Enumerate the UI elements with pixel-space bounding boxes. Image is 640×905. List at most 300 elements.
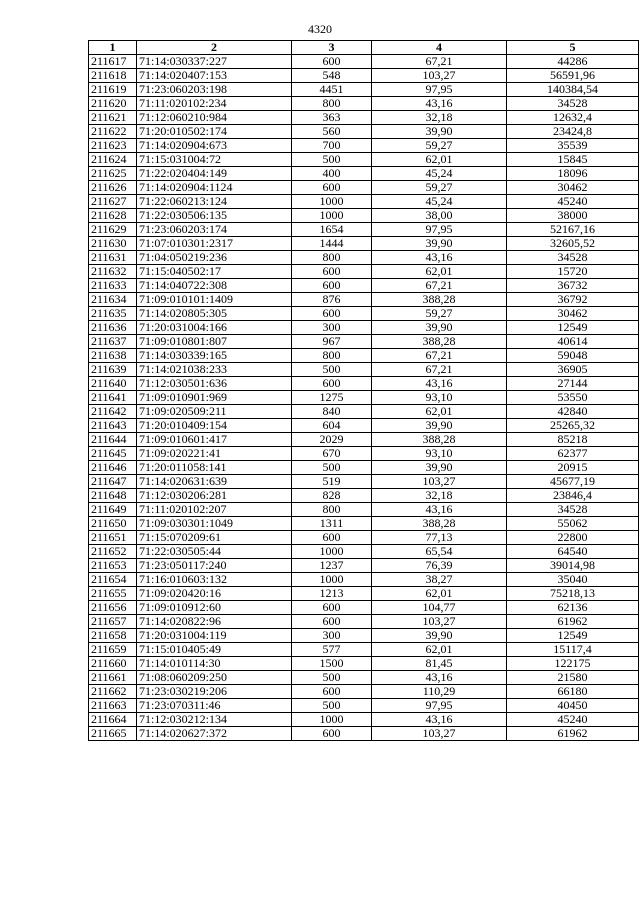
table-row (89, 223, 639, 237)
cell-number: 211624 (89, 153, 137, 167)
cell-area: 1000 (292, 209, 372, 223)
cell-rate: 43,16 (372, 713, 507, 727)
cell-rate: 59,27 (372, 181, 507, 195)
cell-rate: 39,90 (372, 237, 507, 251)
cell-value: 62136 (507, 601, 639, 615)
cell-number: 211646 (89, 461, 137, 475)
table-row (89, 335, 639, 349)
table-row (89, 503, 639, 517)
cell-value: 15720 (507, 265, 639, 279)
table-row (89, 531, 639, 545)
cell-cadastral-number: 71:09:030301:1049 (137, 517, 292, 531)
cell-rate: 43,16 (372, 251, 507, 265)
cell-rate: 39,90 (372, 629, 507, 643)
cell-area: 1275 (292, 391, 372, 405)
cell-cadastral-number: 71:11:020102:207 (137, 503, 292, 517)
cell-cadastral-number: 71:16:010603:132 (137, 573, 292, 587)
cell-area: 1213 (292, 587, 372, 601)
cell-cadastral-number: 71:12:030501:636 (137, 377, 292, 391)
cell-value: 35040 (507, 573, 639, 587)
cell-rate: 93,10 (372, 391, 507, 405)
cell-number: 211655 (89, 587, 137, 601)
cell-cadastral-number: 71:14:010114:30 (137, 657, 292, 671)
cell-rate: 62,01 (372, 265, 507, 279)
page-number: 4320 (308, 22, 332, 36)
cell-number: 211628 (89, 209, 137, 223)
table-row (89, 139, 639, 153)
cell-area: 500 (292, 363, 372, 377)
cell-cadastral-number: 71:09:010101:1409 (137, 293, 292, 307)
cell-area: 500 (292, 153, 372, 167)
table-row (89, 279, 639, 293)
table-header (89, 41, 639, 55)
cell-cadastral-number: 71:22:020404:149 (137, 167, 292, 181)
cell-rate: 45,24 (372, 167, 507, 181)
cell-value: 45240 (507, 713, 639, 727)
cell-number: 211663 (89, 699, 137, 713)
table-row (89, 517, 639, 531)
cell-value: 21580 (507, 671, 639, 685)
table-row (89, 643, 639, 657)
cell-value: 122175 (507, 657, 639, 671)
column-header-5: 5 (507, 41, 639, 55)
cell-cadastral-number: 71:22:060213:124 (137, 195, 292, 209)
cell-rate: 67,21 (372, 363, 507, 377)
cell-number: 211631 (89, 251, 137, 265)
cell-number: 211657 (89, 615, 137, 629)
cell-area: 600 (292, 377, 372, 391)
cell-value: 36732 (507, 279, 639, 293)
cell-value: 30462 (507, 307, 639, 321)
cell-area: 600 (292, 265, 372, 279)
cell-rate: 103,27 (372, 69, 507, 83)
column-header-2: 2 (137, 41, 292, 55)
cell-rate: 388,28 (372, 335, 507, 349)
cell-area: 1000 (292, 545, 372, 559)
header-row (89, 41, 639, 55)
cell-number: 211636 (89, 321, 137, 335)
cell-area: 876 (292, 293, 372, 307)
cell-number: 211637 (89, 335, 137, 349)
cell-value: 44286 (507, 55, 639, 69)
cell-area: 800 (292, 251, 372, 265)
cell-area: 1444 (292, 237, 372, 251)
table-row (89, 713, 639, 727)
cell-area: 400 (292, 167, 372, 181)
cell-cadastral-number: 71:09:010912:60 (137, 601, 292, 615)
cell-value: 53550 (507, 391, 639, 405)
cell-area: 604 (292, 419, 372, 433)
table-row (89, 293, 639, 307)
cell-rate: 39,90 (372, 321, 507, 335)
table-row (89, 209, 639, 223)
table-row (89, 195, 639, 209)
cell-cadastral-number: 71:20:010502:174 (137, 125, 292, 139)
cell-area: 600 (292, 615, 372, 629)
cell-rate: 93,10 (372, 447, 507, 461)
table-row (89, 111, 639, 125)
cell-cadastral-number: 71:22:030505:44 (137, 545, 292, 559)
table-row (89, 615, 639, 629)
cell-rate: 62,01 (372, 587, 507, 601)
cell-cadastral-number: 71:12:060210:984 (137, 111, 292, 125)
cell-value: 140384,54 (507, 83, 639, 97)
cell-area: 548 (292, 69, 372, 83)
cell-value: 45240 (507, 195, 639, 209)
cell-area: 800 (292, 349, 372, 363)
table-row (89, 405, 639, 419)
table-row (89, 97, 639, 111)
cell-rate: 38,00 (372, 209, 507, 223)
cell-area: 828 (292, 489, 372, 503)
cell-area: 700 (292, 139, 372, 153)
cell-cadastral-number: 71:09:020420:16 (137, 587, 292, 601)
cell-area: 1654 (292, 223, 372, 237)
cell-value: 12549 (507, 629, 639, 643)
cell-number: 211640 (89, 377, 137, 391)
cell-cadastral-number: 71:14:020904:1124 (137, 181, 292, 195)
cell-rate: 38,27 (372, 573, 507, 587)
table-row (89, 83, 639, 97)
cell-area: 500 (292, 461, 372, 475)
cell-number: 211638 (89, 349, 137, 363)
cell-rate: 97,95 (372, 699, 507, 713)
table-row (89, 573, 639, 587)
cell-value: 61962 (507, 727, 639, 741)
cell-rate: 43,16 (372, 377, 507, 391)
cell-area: 800 (292, 97, 372, 111)
cell-number: 211649 (89, 503, 137, 517)
cell-cadastral-number: 71:14:020627:372 (137, 727, 292, 741)
cell-value: 75218,13 (507, 587, 639, 601)
cell-area: 600 (292, 279, 372, 293)
cell-area: 670 (292, 447, 372, 461)
table-row (89, 629, 639, 643)
cell-cadastral-number: 71:23:070311:46 (137, 699, 292, 713)
cell-value: 35539 (507, 139, 639, 153)
cell-rate: 32,18 (372, 111, 507, 125)
table-row (89, 321, 639, 335)
table-row (89, 657, 639, 671)
cell-cadastral-number: 71:14:020631:639 (137, 475, 292, 489)
column-header-4: 4 (372, 41, 507, 55)
cell-number: 211641 (89, 391, 137, 405)
cell-rate: 388,28 (372, 517, 507, 531)
cell-number: 211625 (89, 167, 137, 181)
table-row (89, 251, 639, 265)
cell-rate: 43,16 (372, 503, 507, 517)
cell-value: 39014,98 (507, 559, 639, 573)
cell-number: 211632 (89, 265, 137, 279)
table-row (89, 475, 639, 489)
cell-rate: 39,90 (372, 419, 507, 433)
cell-area: 600 (292, 55, 372, 69)
cell-value: 40450 (507, 699, 639, 713)
cell-area: 2029 (292, 433, 372, 447)
cell-value: 22800 (507, 531, 639, 545)
cell-number: 211626 (89, 181, 137, 195)
table-row (89, 671, 639, 685)
table-row (89, 167, 639, 181)
cell-value: 36905 (507, 363, 639, 377)
cell-cadastral-number: 71:09:010801:807 (137, 335, 292, 349)
cell-area: 600 (292, 307, 372, 321)
cell-rate: 43,16 (372, 97, 507, 111)
cell-number: 211645 (89, 447, 137, 461)
cell-area: 1000 (292, 195, 372, 209)
table-row (89, 153, 639, 167)
cell-rate: 103,27 (372, 615, 507, 629)
cell-value: 15117,4 (507, 643, 639, 657)
cell-rate: 103,27 (372, 475, 507, 489)
cell-number: 211618 (89, 69, 137, 83)
cell-number: 211658 (89, 629, 137, 643)
cell-area: 600 (292, 601, 372, 615)
cell-rate: 39,90 (372, 125, 507, 139)
cell-rate: 67,21 (372, 55, 507, 69)
table-row (89, 601, 639, 615)
cell-rate: 110,29 (372, 685, 507, 699)
cell-value: 12632,4 (507, 111, 639, 125)
cell-cadastral-number: 71:14:020805:305 (137, 307, 292, 321)
cell-number: 211660 (89, 657, 137, 671)
cell-cadastral-number: 71:12:030206:281 (137, 489, 292, 503)
table-row (89, 685, 639, 699)
cell-cadastral-number: 71:20:031004:119 (137, 629, 292, 643)
cell-rate: 65,54 (372, 545, 507, 559)
cell-number: 211644 (89, 433, 137, 447)
cell-cadastral-number: 71:14:030337:227 (137, 55, 292, 69)
cell-number: 211643 (89, 419, 137, 433)
cell-number: 211654 (89, 573, 137, 587)
cell-area: 560 (292, 125, 372, 139)
cell-number: 211634 (89, 293, 137, 307)
cell-number: 211622 (89, 125, 137, 139)
cell-rate: 76,39 (372, 559, 507, 573)
cell-value: 34528 (507, 503, 639, 517)
cell-rate: 59,27 (372, 139, 507, 153)
cell-value: 23846,4 (507, 489, 639, 503)
cell-cadastral-number: 71:09:020221:41 (137, 447, 292, 461)
table-row (89, 125, 639, 139)
cell-value: 85218 (507, 433, 639, 447)
cell-cadastral-number: 71:15:040502:17 (137, 265, 292, 279)
table-row (89, 363, 639, 377)
table-row (89, 587, 639, 601)
table-row (89, 699, 639, 713)
cell-number: 211651 (89, 531, 137, 545)
cell-area: 1000 (292, 713, 372, 727)
cell-area: 577 (292, 643, 372, 657)
cell-area: 4451 (292, 83, 372, 97)
cell-number: 211659 (89, 643, 137, 657)
cell-number: 211648 (89, 489, 137, 503)
cell-value: 36792 (507, 293, 639, 307)
cell-area: 363 (292, 111, 372, 125)
cell-number: 211635 (89, 307, 137, 321)
cell-cadastral-number: 71:23:030219:206 (137, 685, 292, 699)
cell-rate: 67,21 (372, 349, 507, 363)
table-row (89, 419, 639, 433)
data-table (88, 40, 639, 741)
cell-area: 300 (292, 629, 372, 643)
cell-value: 66180 (507, 685, 639, 699)
cell-number: 211650 (89, 517, 137, 531)
cell-cadastral-number: 71:04:050219:236 (137, 251, 292, 265)
cell-value: 23424,8 (507, 125, 639, 139)
cell-cadastral-number: 71:07:010301:2317 (137, 237, 292, 251)
cell-area: 600 (292, 727, 372, 741)
cell-rate: 62,01 (372, 643, 507, 657)
cell-value: 34528 (507, 251, 639, 265)
table-row (89, 489, 639, 503)
cell-value: 38000 (507, 209, 639, 223)
cell-cadastral-number: 71:14:040722:308 (137, 279, 292, 293)
cell-rate: 59,27 (372, 307, 507, 321)
table-body (89, 55, 639, 741)
cell-value: 30462 (507, 181, 639, 195)
cell-value: 15845 (507, 153, 639, 167)
cell-value: 55062 (507, 517, 639, 531)
cell-area: 600 (292, 181, 372, 195)
cell-area: 967 (292, 335, 372, 349)
table-row (89, 727, 639, 741)
cell-rate: 62,01 (372, 405, 507, 419)
cell-cadastral-number: 71:14:020904:673 (137, 139, 292, 153)
table-row (89, 55, 639, 69)
cell-value: 56591,96 (507, 69, 639, 83)
cell-area: 1237 (292, 559, 372, 573)
cell-rate: 81,45 (372, 657, 507, 671)
table-row (89, 349, 639, 363)
cell-area: 600 (292, 685, 372, 699)
cell-cadastral-number: 71:14:020822:96 (137, 615, 292, 629)
cell-value: 12549 (507, 321, 639, 335)
cell-number: 211652 (89, 545, 137, 559)
cell-rate: 32,18 (372, 489, 507, 503)
cell-rate: 62,01 (372, 153, 507, 167)
cell-rate: 39,90 (372, 461, 507, 475)
cell-value: 45677,19 (507, 475, 639, 489)
cell-cadastral-number: 71:14:020407:153 (137, 69, 292, 83)
cell-number: 211627 (89, 195, 137, 209)
table-row (89, 433, 639, 447)
cell-number: 211642 (89, 405, 137, 419)
cell-area: 500 (292, 671, 372, 685)
cell-cadastral-number: 71:23:050117:240 (137, 559, 292, 573)
cell-cadastral-number: 71:14:030339:165 (137, 349, 292, 363)
cell-value: 52167,16 (507, 223, 639, 237)
cell-number: 211653 (89, 559, 137, 573)
cell-cadastral-number: 71:20:011058:141 (137, 461, 292, 475)
cell-number: 211617 (89, 55, 137, 69)
cell-value: 61962 (507, 615, 639, 629)
cell-number: 211630 (89, 237, 137, 251)
cell-area: 840 (292, 405, 372, 419)
cell-cadastral-number: 71:11:020102:234 (137, 97, 292, 111)
cell-area: 500 (292, 699, 372, 713)
table-row (89, 307, 639, 321)
cell-rate: 43,16 (372, 671, 507, 685)
cell-number: 211623 (89, 139, 137, 153)
cell-rate: 67,21 (372, 279, 507, 293)
cell-rate: 103,27 (372, 727, 507, 741)
cell-number: 211661 (89, 671, 137, 685)
cell-value: 62377 (507, 447, 639, 461)
cell-cadastral-number: 71:09:010901:969 (137, 391, 292, 405)
cell-area: 519 (292, 475, 372, 489)
cell-value: 59048 (507, 349, 639, 363)
cell-cadastral-number: 71:23:060203:174 (137, 223, 292, 237)
cell-cadastral-number: 71:20:010409:154 (137, 419, 292, 433)
cell-rate: 104,77 (372, 601, 507, 615)
table-row (89, 377, 639, 391)
cell-area: 1000 (292, 573, 372, 587)
table-row (89, 265, 639, 279)
table-row (89, 559, 639, 573)
cell-value: 64540 (507, 545, 639, 559)
cell-number: 211665 (89, 727, 137, 741)
cell-cadastral-number: 71:22:030506:135 (137, 209, 292, 223)
cell-number: 211620 (89, 97, 137, 111)
table-row (89, 69, 639, 83)
cell-number: 211662 (89, 685, 137, 699)
cell-cadastral-number: 71:09:010601:417 (137, 433, 292, 447)
cell-area: 300 (292, 321, 372, 335)
cell-cadastral-number: 71:20:031004:166 (137, 321, 292, 335)
table-row (89, 461, 639, 475)
table-row (89, 447, 639, 461)
cell-value: 34528 (507, 97, 639, 111)
cell-number: 211633 (89, 279, 137, 293)
cell-area: 1311 (292, 517, 372, 531)
cell-cadastral-number: 71:09:020509:211 (137, 405, 292, 419)
cell-number: 211664 (89, 713, 137, 727)
cell-cadastral-number: 71:15:070209:61 (137, 531, 292, 545)
cell-number: 211621 (89, 111, 137, 125)
cell-cadastral-number: 71:15:031004:72 (137, 153, 292, 167)
cell-number: 211629 (89, 223, 137, 237)
cell-cadastral-number: 71:08:060209:250 (137, 671, 292, 685)
column-header-3: 3 (292, 41, 372, 55)
cell-value: 20915 (507, 461, 639, 475)
cell-number: 211656 (89, 601, 137, 615)
cell-value: 18096 (507, 167, 639, 181)
cell-cadastral-number: 71:15:010405:49 (137, 643, 292, 657)
cell-rate: 97,95 (372, 83, 507, 97)
cell-value: 27144 (507, 377, 639, 391)
cell-rate: 97,95 (372, 223, 507, 237)
cell-value: 40614 (507, 335, 639, 349)
cell-number: 211639 (89, 363, 137, 377)
cell-number: 211619 (89, 83, 137, 97)
cell-rate: 388,28 (372, 293, 507, 307)
cell-area: 1500 (292, 657, 372, 671)
table-row (89, 391, 639, 405)
cell-value: 32605,52 (507, 237, 639, 251)
cell-value: 42840 (507, 405, 639, 419)
cell-cadastral-number: 71:23:060203:198 (137, 83, 292, 97)
cell-rate: 77,13 (372, 531, 507, 545)
column-header-1: 1 (89, 41, 137, 55)
cell-area: 600 (292, 531, 372, 545)
cell-rate: 388,28 (372, 433, 507, 447)
cell-value: 25265,32 (507, 419, 639, 433)
table-row (89, 181, 639, 195)
cell-number: 211647 (89, 475, 137, 489)
cell-cadastral-number: 71:14:021038:233 (137, 363, 292, 377)
table-row (89, 237, 639, 251)
